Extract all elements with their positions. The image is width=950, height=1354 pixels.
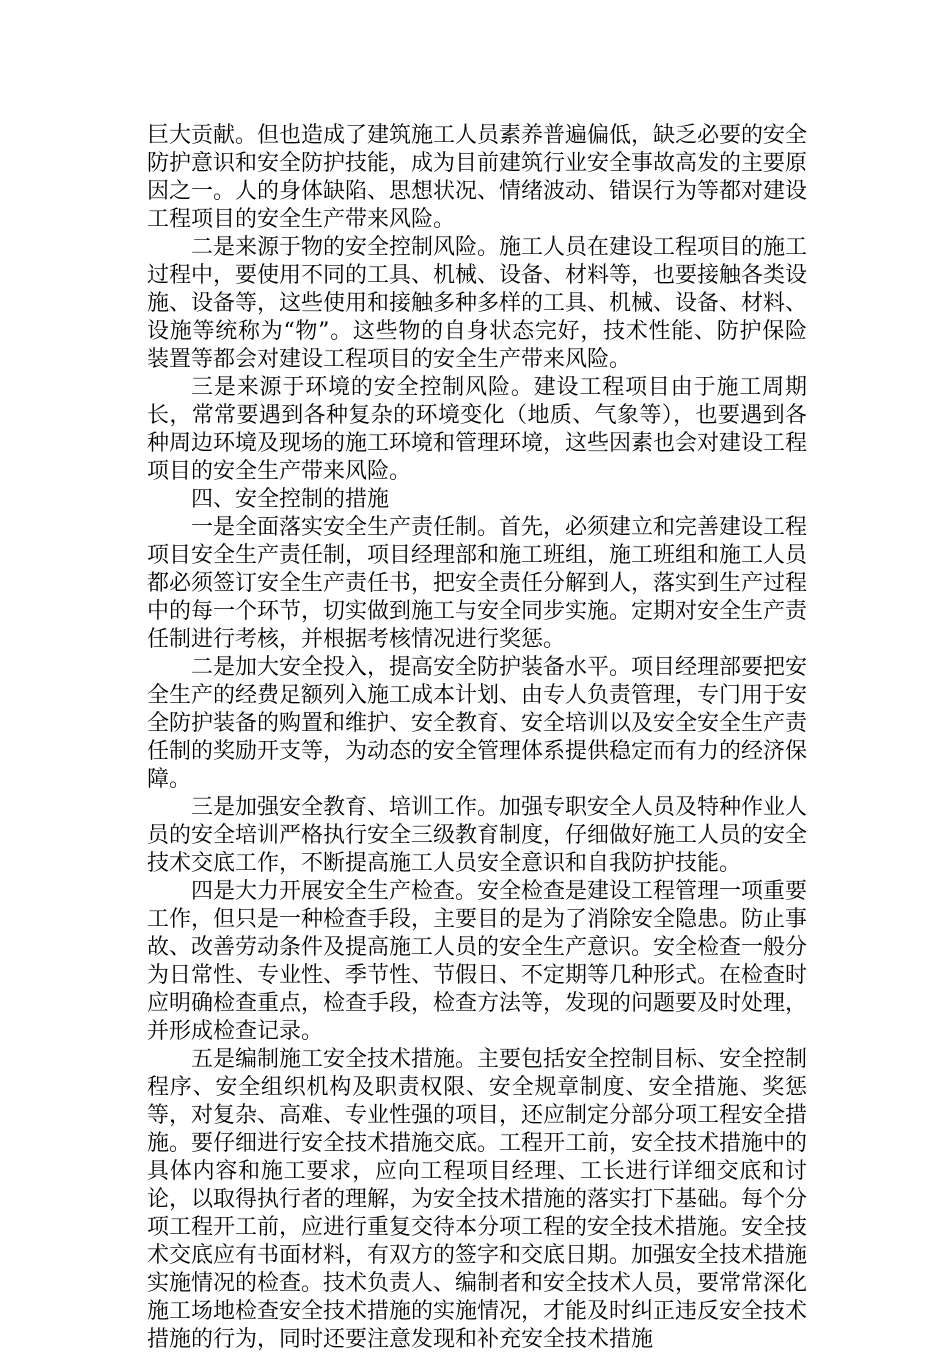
paragraph-technical-measures: 五是编制施工安全技术措施。主要包括安全控制目标、安全控制程序、安全组织机构及职责权限、安全规章制度、安全措施、奖惩等，对复杂、高难、专业性强的项目，还应制定分部分项工程安全措施。要仔细进行安全技术措施交底。工程开工前，安全技术措施中的具体内容和施工要求，应向工程项目经理、工长进行详细交底和讨论，以取得执行者的理解，为安全技术措施的落实打下基础。每个分项工程开工前，应进行重复交待本分项工程的安全技术措施。安全技术交底应有书面材料，有双方的签字和交底日期。加强安全技术措施实施情况的检查。技术负责人、编制者和安全技术人员，要常常深化施工场地检查安全技术措施的实施情况，才能及时纠正违反安全技术措施的行为，同时还要注意发现和补充安全技术措施 <box>147 1047 808 1352</box>
paragraph-safety-investment: 二是加大安全投入，提高安全防护装备水平。项目经理部要把安全生产的经费足额列入施工成本计划、由专人负责管理，专门用于安全防护装备的购置和维护、安全教育、安全培训以及安全安全生产责任制的奖励开支等，为动态的安全管理体系提供稳定而有力的经济保障。 <box>147 655 808 792</box>
paragraph-environment-risk: 三是来源于环境的安全控制风险。建设工程项目由于施工周期长，常常要遇到各种复杂的环境变化（地质、气象等），也要遇到各种周边环境及现场的施工环境和管理环境，这些因素也会对建设工程项目的安全生产带来风险。 <box>147 375 808 484</box>
paragraph-material-risk: 二是来源于物的安全控制风险。施工人员在建设工程项目的施工过程中，要使用不同的工具、机械、设备、材料等，也要接触各类设施、设备等，这些使用和接触多种多样的工具、机械、设备、材料、设施等统称为“物”。这些物的自身状态完好，技术性能、防护保险装置等都会对建设工程项目的安全生产带来风险。 <box>147 235 808 372</box>
paragraph-responsibility-system: 一是全面落实安全生产责任制。首先，必须建立和完善建设工程项目安全生产责任制，项目经理部和施工班组，施工班组和施工人员都必须签订安全生产责任书，把安全责任分解到人，落实到生产过程中的每一个环节，切实做到施工与安全同步实施。定期对安全生产责任制进行考核，并根据考核情况进行奖惩。 <box>147 515 808 652</box>
document-body <box>147 122 807 1354</box>
paragraph-safety-inspection: 四是大力开展安全生产检查。安全检查是建设工程管理一项重要工作，但只是一种检查手段，主要目的是为了消除安全隐患。防止事故、改善劳动条件及提高施工人员的安全生产意识。安全检查一般分为日常性、专业性、季节性、节假日、不定期等几种形式。在检查时应明确检查重点，检查手段，检查方法等，发现的问题要及时处理，并形成检查记录。 <box>147 879 808 1044</box>
paragraph-continuation: 巨大贡献。但也造成了建筑施工人员素养普遍偏低，缺乏必要的安全防护意识和安全防护技能，成为目前建筑行业安全事故高发的主要原因之一。人的身体缺陷、思想状况、情绪波动、错误行为等都对建设工程项目的安全生产带来风险。 <box>147 123 808 232</box>
paragraph-safety-training: 三是加强安全教育、培训工作。加强专职安全人员及特种作业人员的安全培训严格执行安全三级教育制度，仔细做好施工人员的安全技术交底工作，不断提高施工人员安全意识和自我防护技能。 <box>147 795 808 876</box>
section-heading-safety-measures: 四、安全控制的措施 <box>191 487 390 512</box>
